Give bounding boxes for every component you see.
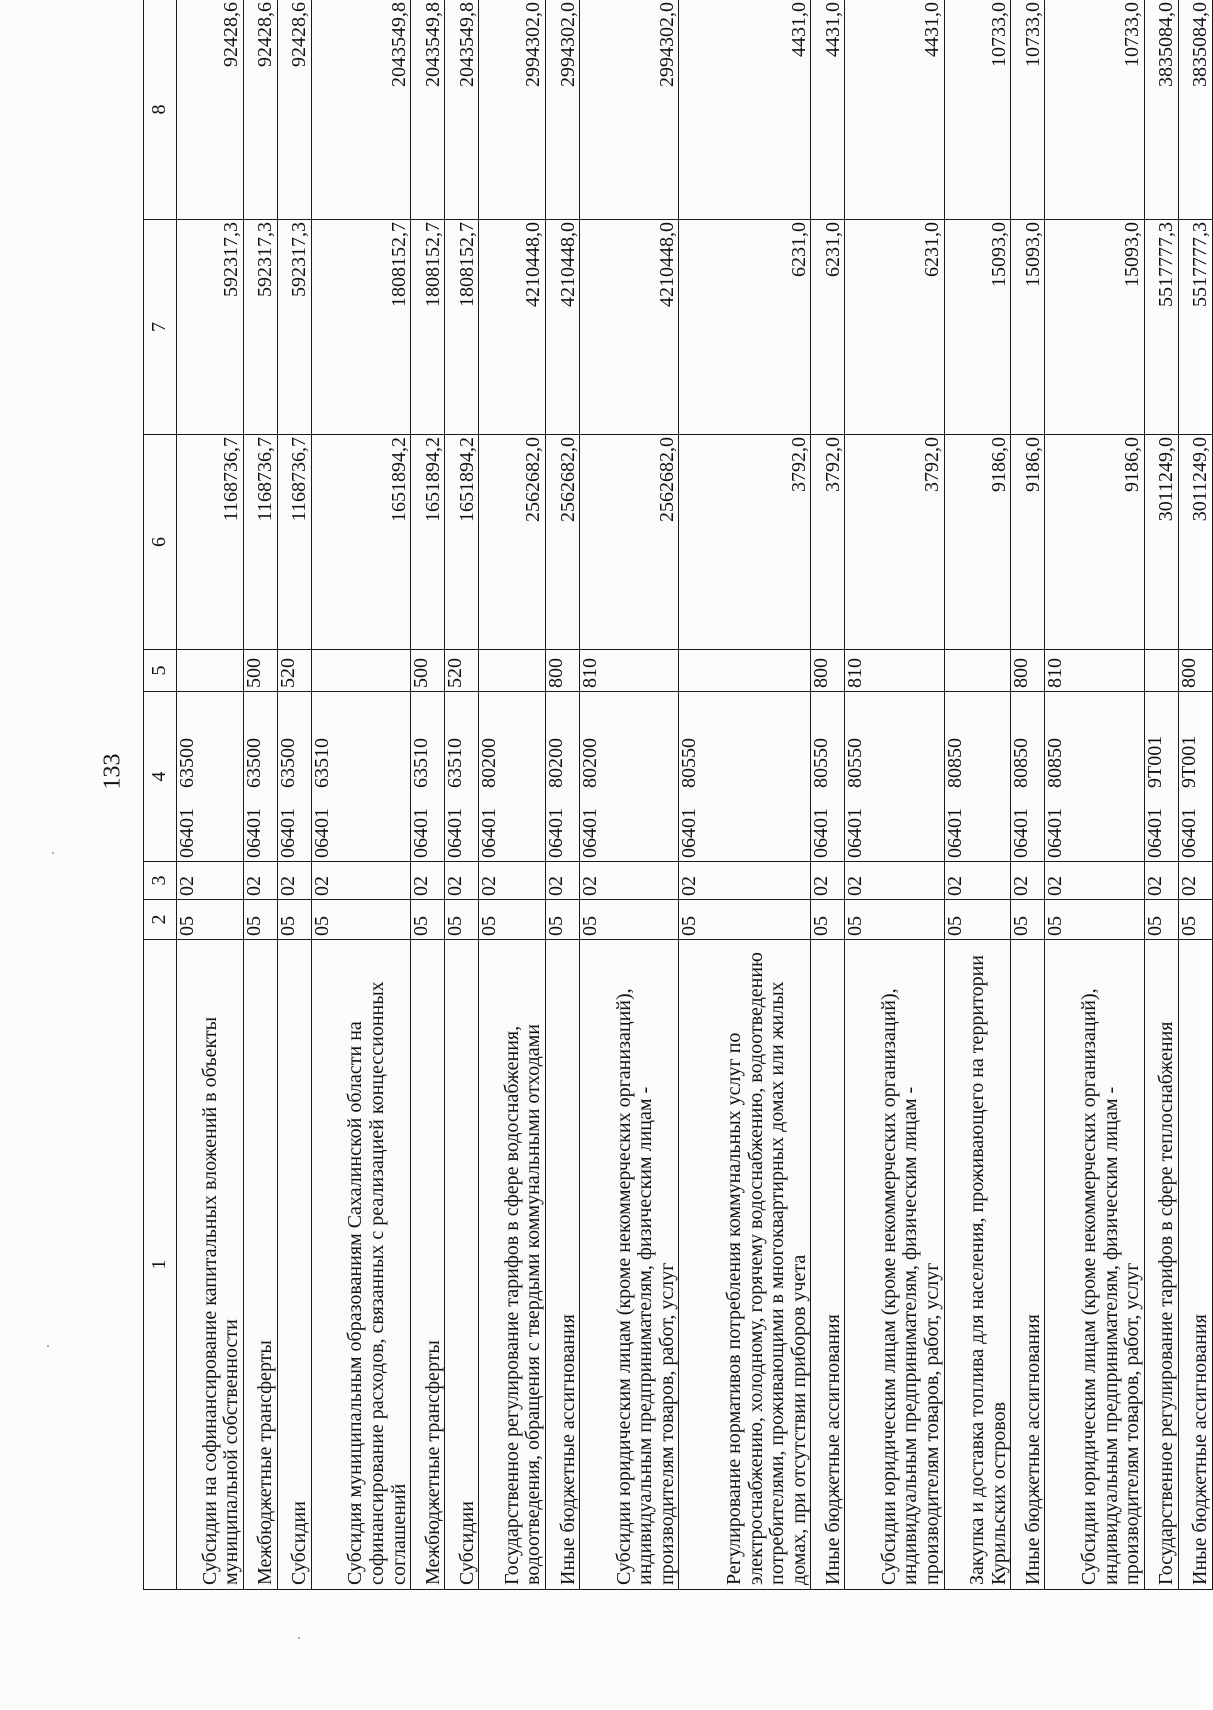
subsection-code: 02 <box>944 862 1011 900</box>
section-code: 05 <box>177 900 244 940</box>
table-row <box>679 0 811 1590</box>
section-code: 05 <box>811 900 845 940</box>
row-name: Субсидия муниципальным образованиям Сахалинской области на софинансирование расходов, связанных с реализацией концессионных соглашений <box>311 940 410 1590</box>
target-article-code <box>944 692 1011 862</box>
direction-code: 80850 <box>1010 738 1033 788</box>
row-name: Межбюджетные трансферты <box>243 940 277 1590</box>
column-header: 8 <box>144 0 177 220</box>
program-code: 06401 <box>579 808 602 858</box>
target-article-code <box>177 692 244 862</box>
amount-col-7: 15093,0 <box>1045 220 1144 435</box>
section-code: 05 <box>580 900 679 940</box>
section-code: 05 <box>311 900 410 940</box>
target-article-code <box>479 692 546 862</box>
target-article-code <box>1011 692 1045 862</box>
program-code: 06401 <box>444 808 467 858</box>
expense-type-code: 500 <box>411 650 445 692</box>
direction-code: 80550 <box>678 738 701 788</box>
target-article-code <box>679 692 811 862</box>
table-row <box>1045 0 1144 1590</box>
page-number: 133 <box>99 753 126 790</box>
row-name: Иные бюджетные ассигнования <box>1011 940 1045 1590</box>
table-row <box>580 0 679 1590</box>
section-code: 05 <box>1178 900 1212 940</box>
column-header: 3 <box>144 862 177 900</box>
expense-type-code <box>311 650 410 692</box>
table-body <box>177 0 1213 1590</box>
budget-table <box>143 0 1213 1590</box>
amount-col-6: 1168736,7 <box>243 435 277 650</box>
amount-col-8: 10733,0 <box>1045 0 1144 220</box>
amount-col-6: 9186,0 <box>1011 435 1045 650</box>
section-code: 05 <box>1144 900 1178 940</box>
table-row <box>479 0 546 1590</box>
expense-type-code: 800 <box>1178 650 1212 692</box>
amount-col-7: 5517777,3 <box>1144 220 1178 435</box>
section-code: 05 <box>679 900 811 940</box>
table-row <box>845 0 944 1590</box>
row-name: Иные бюджетные ассигнования <box>546 940 580 1590</box>
column-header: 1 <box>144 940 177 1590</box>
amount-col-8: 4431,0 <box>845 0 944 220</box>
direction-code: 9Т001 <box>1177 735 1200 788</box>
direction-code: 63510 <box>444 738 467 788</box>
expense-type-code <box>479 650 546 692</box>
table-row <box>311 0 410 1590</box>
direction-code: 63500 <box>242 738 265 788</box>
amount-col-8: 2994302,0 <box>580 0 679 220</box>
column-header: 6 <box>144 435 177 650</box>
column-header: 4 <box>144 692 177 862</box>
column-header: 7 <box>144 220 177 435</box>
program-code: 06401 <box>276 808 299 858</box>
amount-col-6: 1651894,2 <box>311 435 410 650</box>
amount-col-8: 2043549,8 <box>311 0 410 220</box>
direction-code: 9Т001 <box>1143 735 1166 788</box>
amount-col-6: 1651894,2 <box>445 435 479 650</box>
table-row <box>1144 0 1178 1590</box>
expense-type-code: 800 <box>811 650 845 692</box>
expense-type-code: 520 <box>277 650 311 692</box>
target-article-code <box>1144 692 1178 862</box>
target-article-code <box>445 692 479 862</box>
program-code: 06401 <box>176 808 198 858</box>
program-code: 06401 <box>1010 808 1033 858</box>
program-code: 06401 <box>410 808 433 858</box>
amount-col-8: 3835084,0 <box>1178 0 1212 220</box>
subsection-code: 02 <box>1011 862 1045 900</box>
subsection-code: 02 <box>580 862 679 900</box>
scan-speck <box>47 1345 49 1347</box>
row-name: Государственное регулирование тарифов в сфере теплоснабжения <box>1144 940 1178 1590</box>
direction-code: 63510 <box>410 738 433 788</box>
program-code: 06401 <box>1177 808 1200 858</box>
subsection-code: 02 <box>411 862 445 900</box>
target-article-code <box>811 692 845 862</box>
expense-type-code: 810 <box>845 650 944 692</box>
row-name: Иные бюджетные ассигнования <box>1178 940 1212 1590</box>
amount-col-6: 3792,0 <box>679 435 811 650</box>
table-row <box>243 0 277 1590</box>
section-code: 05 <box>411 900 445 940</box>
program-code: 06401 <box>310 808 333 858</box>
table-row <box>445 0 479 1590</box>
expense-type-code: 520 <box>445 650 479 692</box>
amount-col-6: 1168736,7 <box>277 435 311 650</box>
amount-col-8: 92428,6 <box>277 0 311 220</box>
table-row <box>277 0 311 1590</box>
subsection-code: 02 <box>679 862 811 900</box>
amount-col-8: 2994302,0 <box>479 0 546 220</box>
column-header: 2 <box>144 900 177 940</box>
expense-type-code: 810 <box>1045 650 1144 692</box>
amount-col-7: 15093,0 <box>1011 220 1045 435</box>
target-article-code <box>243 692 277 862</box>
row-name: Субсидии <box>445 940 479 1590</box>
amount-col-6: 2562682,0 <box>546 435 580 650</box>
expense-type-code <box>944 650 1011 692</box>
amount-col-8: 10733,0 <box>1011 0 1045 220</box>
subsection-code: 02 <box>311 862 410 900</box>
target-article-code <box>546 692 580 862</box>
expense-type-code <box>1144 650 1178 692</box>
section-code: 05 <box>243 900 277 940</box>
row-name: Субсидии юридическим лицам (кроме некоммерческих организаций), индивидуальным предпринимателям, физическим лицам - производителям товаров, работ, услуг <box>845 940 944 1590</box>
section-code: 05 <box>277 900 311 940</box>
target-article-code <box>411 692 445 862</box>
subsection-code: 02 <box>546 862 580 900</box>
expense-type-code <box>679 650 811 692</box>
section-code: 05 <box>546 900 580 940</box>
section-code: 05 <box>445 900 479 940</box>
amount-col-8: 2043549,8 <box>411 0 445 220</box>
expense-type-code: 500 <box>243 650 277 692</box>
amount-col-6: 9186,0 <box>1045 435 1144 650</box>
amount-col-6: 1168736,7 <box>177 435 244 650</box>
amount-col-7: 6231,0 <box>811 220 845 435</box>
section-code: 05 <box>479 900 546 940</box>
table-row <box>1178 0 1212 1590</box>
amount-col-6: 3792,0 <box>811 435 845 650</box>
amount-col-7: 4210448,0 <box>580 220 679 435</box>
amount-col-6: 3011249,0 <box>1178 435 1212 650</box>
direction-code: 80200 <box>579 738 602 788</box>
program-code: 06401 <box>1143 808 1166 858</box>
amount-col-8: 4431,0 <box>679 0 811 220</box>
subsection-code: 02 <box>1045 862 1144 900</box>
amount-col-7: 4210448,0 <box>479 220 546 435</box>
direction-code: 80850 <box>1044 738 1067 788</box>
row-name: Закупка и доставка топлива для населения, проживающего на территории Курильских островов <box>944 940 1011 1590</box>
program-code: 06401 <box>545 808 568 858</box>
amount-col-7: 6231,0 <box>845 220 944 435</box>
expense-type-code: 800 <box>546 650 580 692</box>
subsection-code: 02 <box>277 862 311 900</box>
direction-code: 63500 <box>276 738 299 788</box>
target-article-code <box>311 692 410 862</box>
amount-col-7: 1808152,7 <box>311 220 410 435</box>
amount-col-8: 92428,6 <box>177 0 244 220</box>
amount-col-7: 15093,0 <box>944 220 1011 435</box>
amount-col-7: 1808152,7 <box>445 220 479 435</box>
subsection-code: 02 <box>845 862 944 900</box>
amount-col-6: 3792,0 <box>845 435 944 650</box>
amount-col-7: 5517777,3 <box>1178 220 1212 435</box>
section-code: 05 <box>1045 900 1144 940</box>
direction-code: 80550 <box>810 738 833 788</box>
amount-col-8: 4431,0 <box>811 0 845 220</box>
amount-col-7: 592317,3 <box>243 220 277 435</box>
direction-code: 80200 <box>478 738 501 788</box>
amount-col-6: 3011249,0 <box>1144 435 1178 650</box>
subsection-code: 02 <box>479 862 546 900</box>
program-code: 06401 <box>678 808 701 858</box>
target-article-code <box>845 692 944 862</box>
subsection-code: 02 <box>1178 862 1212 900</box>
amount-col-8: 3835084,0 <box>1144 0 1178 220</box>
subsection-code: 02 <box>177 862 244 900</box>
expense-type-code: 800 <box>1011 650 1045 692</box>
amount-col-7: 592317,3 <box>277 220 311 435</box>
rotated-table-wrapper <box>143 0 1213 1590</box>
row-name: Субсидии юридическим лицам (кроме некоммерческих организаций), индивидуальным предпринимателям, физическим лицам - производителям товаров, работ, услуг <box>580 940 679 1590</box>
program-code: 06401 <box>478 808 501 858</box>
table-row <box>411 0 445 1590</box>
amount-col-7: 1808152,7 <box>411 220 445 435</box>
table-row <box>177 0 244 1590</box>
section-code: 05 <box>845 900 944 940</box>
amount-col-7: 6231,0 <box>679 220 811 435</box>
expense-type-code <box>177 650 244 692</box>
direction-code: 63510 <box>310 738 333 788</box>
subsection-code: 02 <box>445 862 479 900</box>
expense-type-code: 810 <box>580 650 679 692</box>
target-article-code <box>1045 692 1144 862</box>
program-code: 06401 <box>1044 808 1067 858</box>
amount-col-7: 4210448,0 <box>546 220 580 435</box>
program-code: 06401 <box>844 808 867 858</box>
row-name: Межбюджетные трансферты <box>411 940 445 1590</box>
table-row <box>811 0 845 1590</box>
amount-col-6: 2562682,0 <box>580 435 679 650</box>
table-row <box>944 0 1011 1590</box>
amount-col-8: 2994302,0 <box>546 0 580 220</box>
target-article-code <box>1178 692 1212 862</box>
amount-col-8: 10733,0 <box>944 0 1011 220</box>
row-name: Государственное регулирование тарифов в сфере водоснабжения, водоотведения, обращения с твердыми коммунальными отходами <box>479 940 546 1590</box>
row-name: Иные бюджетные ассигнования <box>811 940 845 1590</box>
program-code: 06401 <box>810 808 833 858</box>
direction-code: 63500 <box>176 738 198 788</box>
subsection-code: 02 <box>243 862 277 900</box>
amount-col-6: 9186,0 <box>944 435 1011 650</box>
section-code: 05 <box>944 900 1011 940</box>
program-code: 06401 <box>943 808 966 858</box>
section-code: 05 <box>1011 900 1045 940</box>
amount-col-7: 592317,3 <box>177 220 244 435</box>
subsection-code: 02 <box>1144 862 1178 900</box>
direction-code: 80550 <box>844 738 867 788</box>
row-name: Субсидии юридическим лицам (кроме некоммерческих организаций), индивидуальным предпринимателям, физическим лицам - производителям товаров, работ, услуг <box>1045 940 1144 1590</box>
table-header-row <box>144 0 177 1590</box>
table-row <box>546 0 580 1590</box>
amount-col-6: 1651894,2 <box>411 435 445 650</box>
amount-col-6: 2562682,0 <box>479 435 546 650</box>
amount-col-8: 92428,6 <box>243 0 277 220</box>
target-article-code <box>277 692 311 862</box>
target-article-code <box>580 692 679 862</box>
amount-col-8: 2043549,8 <box>445 0 479 220</box>
scan-speck <box>298 1637 300 1639</box>
program-code: 06401 <box>242 808 265 858</box>
direction-code: 80200 <box>545 738 568 788</box>
scan-speck <box>52 852 54 854</box>
direction-code: 80850 <box>943 738 966 788</box>
row-name: Субсидии на софинансирование капитальных вложений в объекты муниципальной собственности <box>177 940 244 1590</box>
column-header: 5 <box>144 650 177 692</box>
subsection-code: 02 <box>811 862 845 900</box>
row-name: Регулирование нормативов потребления коммунальных услуг по электроснабжению, холодному, горячему водоснабжению, водоотведению потребителями, проживающими в многоквартирных домах или жилых домах, при отсутствии приборов учета <box>679 940 811 1590</box>
table-row <box>1011 0 1045 1590</box>
row-name: Субсидии <box>277 940 311 1590</box>
